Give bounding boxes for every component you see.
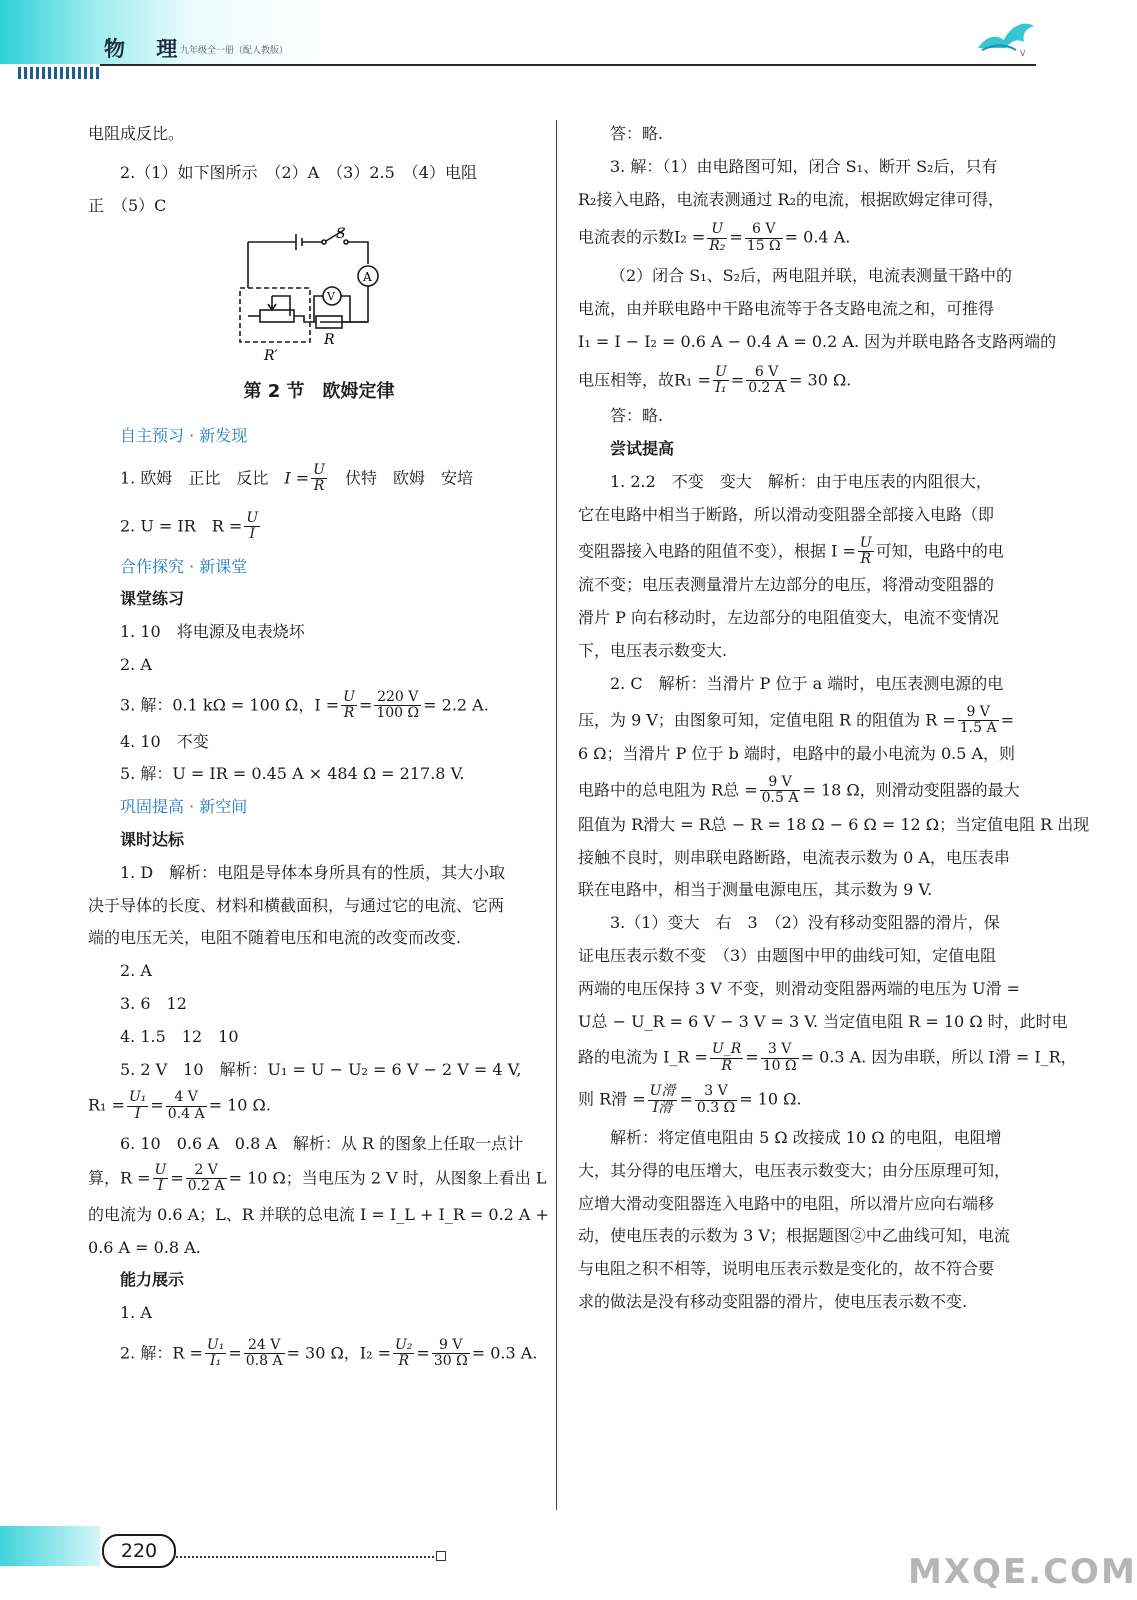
left-column (88, 122, 550, 1370)
answer-line: 电路中的总电阻为 R总 = $\frac{9 V}{0.5 A}$ = 18 Ω，则滑动变阻器的最大 (578, 774, 1020, 807)
heading-coop: 合作探究 · 新课堂 (120, 556, 248, 576)
answer-line: 压，为 9 V；由图象可知，定值电阻 R 的阻值为 R = $\frac{9 V}{1.5 A}$ = (578, 703, 1014, 736)
heading-ability: 能力展示 (120, 1270, 185, 1290)
answer-line: 4. 1.5 12 10 (120, 1026, 239, 1046)
answer-line: 答：略. (610, 124, 664, 143)
answer-line: 求的做法是没有移动变阻器的滑片，使电压表示数不变. (578, 1291, 968, 1311)
answer-line: R₂接入电路，电流表测通过 R₂的电流，根据欧姆定律可得， (578, 189, 1005, 209)
answer-line: 3. 6 12 (120, 993, 187, 1013)
answer-line: 3. 解：（1）由电路图可知，闭合 S₁、断开 S₂后，只有 (610, 156, 998, 176)
text-line: 电阻成反比。 (88, 124, 185, 143)
answer-line: 2. U = IR R = $\frac{U}{I}$ (120, 509, 259, 543)
answer-line: 路的电流为 I_R = $\frac{U\_R}{R}$ = $\frac{3 V}{10 \Omega}$ = 0.3 A. 因为串联，所以 I滑 = I_R， (578, 1041, 1077, 1074)
answer-line: 阻值为 R滑大 = R总 − R = 18 Ω − 6 Ω = 12 Ω；当定值电阻 R 出现 (578, 814, 1090, 834)
answer-line: 则 R滑 = $\frac{\text{U滑}}{\text{I滑}}$ = $\frac{3 V}{0.3 \Omega}$ = 10 Ω. (578, 1083, 802, 1116)
answer-line: 证电压表示数不变 （3）由题图中甲的曲线可知，定值电阻 (578, 946, 997, 966)
answer-line: 流不变；电压表测量滑片左边部分的电压，将滑动变阻器的 (578, 575, 995, 595)
answer-line: R₁ = $\frac{\text{U₁}}{I}$ = $\frac{4 V}{0.4 A}$ = 10 Ω. (88, 1089, 271, 1122)
right-column (578, 122, 1090, 1315)
answer-line: 1. 10 将电源及电表烧坏 (120, 622, 305, 642)
answer-line: 5. 解：U = IR = 0.45 A × 484 Ω = 217.8 V. (120, 764, 465, 784)
footer-band (0, 1526, 100, 1566)
resistor-label: R (324, 332, 335, 349)
header-subject: 物 理 (104, 36, 190, 61)
circuit-diagram (236, 226, 416, 366)
heading-consolidate: 巩固提高 · 新空间 (120, 797, 248, 817)
answer-line: 1. A (120, 1303, 152, 1323)
answer-line: 与电阻之积不相等，说明电压表示数是变化的，故不符合要 (578, 1259, 995, 1279)
answer-line: 1. 2.2 不变 变大 解析：由于电压表的内阻很大， (610, 471, 992, 491)
answer-line: 6 Ω；当滑片 P 位于 b 端时，电路中的最小电流为 0.5 A，则 (578, 744, 1016, 764)
answer-line: 6. 10 0.6 A 0.8 A 解析：从 R 的图象上任取一点计 (120, 1134, 524, 1154)
heading-preview: 自主预习 · 新发现 (120, 426, 248, 446)
page-number: 220 (102, 1534, 176, 1568)
answer-line: 3.（1）变大 右 3 （2）没有移动变阻器的滑片，保 (610, 913, 1000, 933)
switch-label: S (336, 226, 346, 243)
heading-class: 课堂练习 (120, 589, 185, 609)
answer-line: 2. A (120, 655, 152, 675)
answer-line: 1. 欧姆 正比 反比 I = $\frac{U}{R}$ 伏特 欧姆 安培 (120, 462, 473, 495)
text-line: 2.（1）如下图所示 （2）A （3）2.5 （4）电阻 (120, 162, 477, 182)
answer-line: 解析：将定值电阻由 5 Ω 改接成 10 Ω 的电阻，电阻增 (610, 1128, 1002, 1147)
answer-line: 算，R = $\frac{U}{I}$ = $\frac{2 V}{0.2 A}$ = 10 Ω；当电压为 2 V 时，从图象上看出 L (88, 1161, 547, 1195)
answer-line: 动，使电压表的示数为 3 V；根据题图②中乙曲线可知，电流 (578, 1226, 1010, 1246)
answer-line: 应增大滑动变阻器连入电路中的电阻，所以滑片应向右端移 (578, 1193, 995, 1213)
answer-line: U总 − U_R = 6 V − 3 V = 3 V. 当定值电阻 R = 10 Ω 时，此时电 (578, 1011, 1068, 1031)
rheostat-label: R′ (264, 348, 278, 365)
answer-line: 2. 解：R = $\frac{\text{U₁}}{\text{I₁}}$ = $\frac{24 V}{0.8 A}$ = 30 Ω，I₂ = $\frac{\text{U₂}}{R}$ = $\frac{9 V}{30 \Omega}$ = 0.3 A. (120, 1336, 538, 1370)
section-title: 第 2 节 欧姆定律 (243, 381, 395, 403)
header-ticks (18, 67, 100, 79)
answer-line: 电压相等，故R₁ = $\frac{U}{\text{I₁}}$ = $\frac{6 V}{0.2 A}$ = 30 Ω. (578, 363, 852, 396)
answer-line: 联在电路中，相当于测量电源电压，其示数为 9 V. (578, 880, 933, 900)
wave-logo-icon (976, 14, 1038, 58)
answer-line: 答：略. (610, 406, 664, 426)
answer-line: 端的电压无关，电阻不随着电压和电流的改变而改变. (88, 928, 462, 948)
answer-line: 电流表的示数I₂ = $\frac{U}{\text{R₂}}$ = $\frac{6 V}{15 \Omega}$ = 0.4 A. (578, 221, 851, 254)
answer-line: 大，其分得的电压增大，电压表示数变大；由分压原理可知， (578, 1160, 1011, 1180)
answer-line: 决于导体的长度、材料和横截面积，与通过它的电流、它两 (88, 895, 505, 915)
header-subtitle: 九年级全一册（配人教版） (180, 46, 289, 56)
ammeter-label: A (363, 270, 372, 285)
answer-line: 变阻器接入电路的阻值不变），根据 I = $\frac{U}{R}$ 可知，电路中的电 (578, 534, 1004, 567)
voltmeter-label: V (327, 290, 335, 304)
header-rule (100, 64, 1036, 66)
answer-line: 1. D 解析：电阻是导体本身所具有的性质，其大小取 (120, 862, 506, 882)
answer-line: 4. 10 不变 (120, 731, 209, 751)
text-line: 正 （5）C (88, 195, 167, 215)
answer-line: 接触不良时，则串联电路断路，电流表示数为 0 A，电压表串 (578, 847, 1010, 867)
column-divider (556, 120, 557, 1510)
svg-text:V: V (1020, 49, 1026, 58)
answer-line: 滑片 P 向右移动时，左边部分的电阻值变大，电流不变情况 (578, 608, 999, 628)
answer-line: 它在电路中相当于断路，所以滑动变阻器全部接入电路（即 (578, 504, 995, 524)
answer-line: 3. 解：0.1 kΩ = 100 Ω，I = $\frac{U}{R}$ = $\frac{220 V}{100 \Omega}$ = 2.2 A. (120, 688, 489, 722)
footer-square-icon (436, 1551, 446, 1561)
answer-line: 电流，由并联电路中干路电流等于各支路电流之和，可推得 (578, 298, 995, 318)
answer-line: 5. 2 V 10 解析：U₁ = U − U₂ = 6 V − 2 V = 4 V, (120, 1059, 522, 1079)
answer-line: 下，电压表示数变大. (578, 640, 728, 660)
answer-line: （2）闭合 S₁、S₂后，两电阻并联，电流表测量干路中的 (610, 266, 1013, 286)
answer-line: I₁ = I − I₂ = 0.6 A − 0.4 A = 0.2 A. 因为并联电路各支路两端的 (578, 331, 1057, 351)
answer-line: 2. A (120, 961, 152, 981)
answer-line: 2. C 解析：当滑片 P 位于 a 端时，电压表测电源的电 (610, 673, 1004, 693)
heading-target: 课时达标 (120, 830, 185, 849)
watermark: MXQE.COM (908, 1552, 1137, 1592)
heading-try: 尝试提高 (610, 439, 675, 459)
footer-dots (176, 1556, 434, 1558)
answer-line: 两端的电压保持 3 V 不变，则滑动变阻器两端的电压为 U滑 = (578, 978, 1021, 998)
answer-line: 的电流为 0.6 A；L、R 并联的总电流 I = I_L + I_R = 0.2 A + (88, 1204, 549, 1224)
answer-line: 0.6 A = 0.8 A. (88, 1237, 201, 1257)
